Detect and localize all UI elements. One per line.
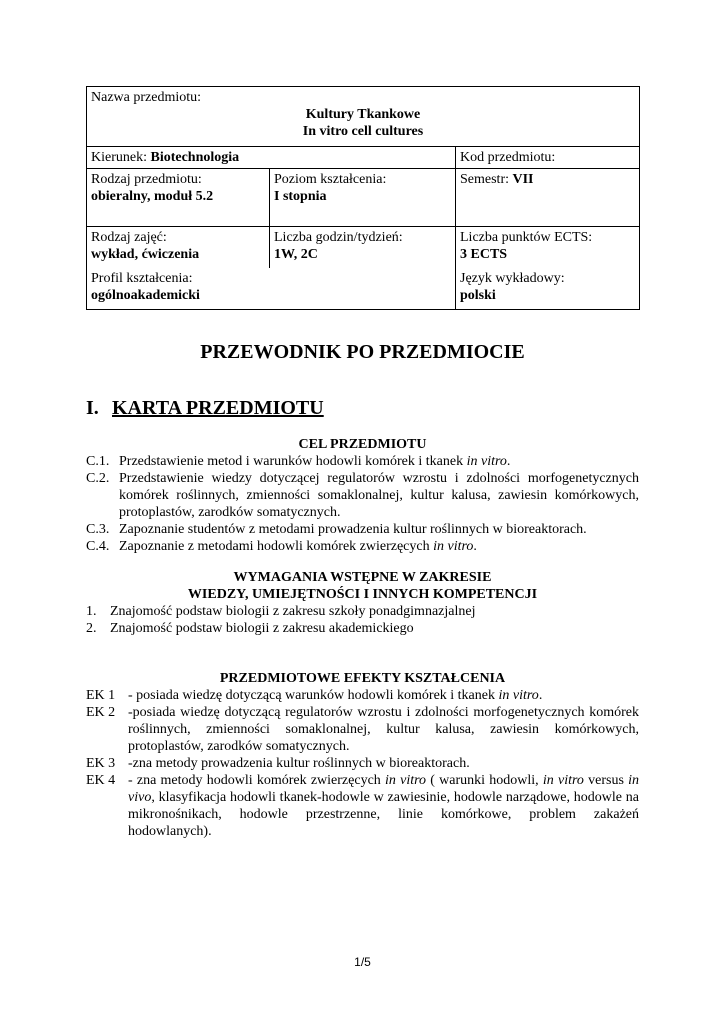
goal-label: C.2. <box>86 471 110 486</box>
level-value: I stopnia <box>274 189 327 204</box>
hours-cell <box>270 227 456 268</box>
outcome-item <box>86 772 639 840</box>
requirement-label: 1. <box>86 604 97 619</box>
section-number: I. <box>86 397 99 419</box>
requirement-item <box>86 620 639 637</box>
outcome-text: - zna metody hodowli komórek zwierzęcych in vitro ( warunki hodowli, in vitro versus in vivo, klasyfikacja hodowli tkanek-hodowle w zawiesinie, hodowle narządowe, hodowle na mikronośnikach, hodowle przestrzenne, linie komórkowe, problem zakażeń hodowlanych). <box>128 773 640 839</box>
goal-text: Przedstawienie metod i warunków hodowli komórek i tkanek in vitro. <box>119 454 511 469</box>
outcome-item <box>86 755 639 772</box>
requirement-text: Znajomość podstaw biologii z zakresu szkoły ponadgimnazjalnej <box>110 604 476 619</box>
page-number: 1/5 <box>354 955 371 969</box>
main-title: PRZEWODNIK PO PRZEDMIOCIE <box>200 341 525 363</box>
goal-label: C.1. <box>86 454 110 469</box>
outcome-text: -zna metody prowadzenia kultur roślinnych w bioreaktorach. <box>128 756 470 771</box>
field-value: Biotechnologia <box>150 150 240 165</box>
goal-text: Zapoznanie z metodami hodowli komórek zwierzęcych in vitro. <box>119 539 477 554</box>
subject-type-value: obieralny, moduł 5.2 <box>91 189 214 204</box>
field-cell <box>87 147 456 169</box>
profile-cell <box>87 268 456 310</box>
goal-label: C.4. <box>86 539 110 554</box>
goal-label: C.3. <box>86 522 110 537</box>
requirement-item <box>86 603 639 620</box>
requirement-text: Znajomość podstaw biologii z zakresu akademickiego <box>110 621 414 636</box>
course-name-pl: Kultury Tkankowe <box>305 107 421 122</box>
course-name-label: Nazwa przedmiotu: <box>91 90 202 105</box>
goal-item <box>86 453 639 470</box>
goals-heading: CEL PRZEDMIOTU <box>298 437 427 452</box>
class-type-label: Rodzaj zajęć: <box>91 230 167 245</box>
outcomes-list <box>86 687 639 840</box>
level-label: Poziom kształcenia: <box>274 172 387 187</box>
requirements-heading <box>86 569 639 603</box>
level-cell <box>270 169 456 227</box>
course-name-cell <box>87 87 640 147</box>
section-heading <box>86 396 324 420</box>
language-value: polski <box>460 287 496 303</box>
outcome-label: EK 3 <box>86 756 116 771</box>
goal-text: Przedstawienie wiedzy dotyczącej regulatorów wzrostu i zdolności morfogenetycznych komórek roślinnych, zmienności somaklonalnej, kultur kalusa, zawiesin komórkowych, protoplastów, zarodków somatycznych. <box>119 471 639 520</box>
semester-label: Semestr: <box>460 172 513 187</box>
outcome-text: -posiada wiedzę dotyczącą regulatorów wzrostu i zdolności morfogenetycznych komórek roślinnych, zmienności somaklonalnej, kultur kalusa, zawiesin komórkowych, protoplastów, zarodków somatycznych. <box>128 705 639 754</box>
outcome-text: - posiada wiedzę dotyczącą warunków hodowli komórek i tkanek in vitro. <box>128 688 543 703</box>
outcomes-heading: PRZEDMIOTOWE EFEKTY KSZTAŁCENIA <box>219 671 506 686</box>
outcome-label: EK 1 <box>86 688 116 703</box>
field-label: Kierunek: <box>91 150 151 165</box>
hours-value: 1W, 2C <box>274 247 318 262</box>
outcome-label: EK 4 <box>86 773 116 788</box>
ects-value: 3 ECTS <box>460 247 508 262</box>
course-info-table <box>86 86 640 310</box>
requirements-heading-line1: WYMAGANIA WSTĘPNE W ZAKRESIE <box>233 570 492 585</box>
requirements-list <box>86 603 639 637</box>
semester-value: VII <box>512 172 534 187</box>
profile-label: Profil kształcenia: <box>91 270 193 286</box>
goal-item <box>86 470 639 521</box>
outcome-item <box>86 704 639 755</box>
goal-item <box>86 538 639 555</box>
ects-cell <box>456 227 640 268</box>
language-label: Język wykładowy: <box>460 270 565 286</box>
ects-label: Liczba punktów ECTS: <box>460 230 593 245</box>
language-cell <box>456 268 640 310</box>
outcome-label: EK 2 <box>86 705 116 720</box>
code-label: Kod przedmiotu: <box>460 150 556 165</box>
subject-type-label: Rodzaj przedmiotu: <box>91 172 202 187</box>
outcome-item <box>86 687 639 704</box>
profile-value: ogólnoakademicki <box>91 287 200 303</box>
hours-label: Liczba godzin/tydzień: <box>274 230 403 245</box>
requirements-heading-line2: WIEDZY, UMIEJĘTNOŚCI I INNYCH KOMPETENCJI <box>187 587 538 602</box>
goal-text: Zapoznanie studentów z metodami prowadzenia kultur roślinnych w bioreaktorach. <box>119 522 587 537</box>
semester-cell <box>456 169 640 227</box>
subject-type-cell <box>87 169 270 227</box>
requirement-label: 2. <box>86 621 97 636</box>
goal-item <box>86 521 639 538</box>
class-type-value: wykład, ćwiczenia <box>91 247 200 262</box>
goals-list <box>86 453 639 555</box>
code-cell <box>456 147 640 169</box>
course-name-en: In vitro cell cultures <box>302 124 424 139</box>
class-type-cell <box>87 227 270 268</box>
section-title: KARTA PRZEDMIOTU <box>112 397 324 419</box>
